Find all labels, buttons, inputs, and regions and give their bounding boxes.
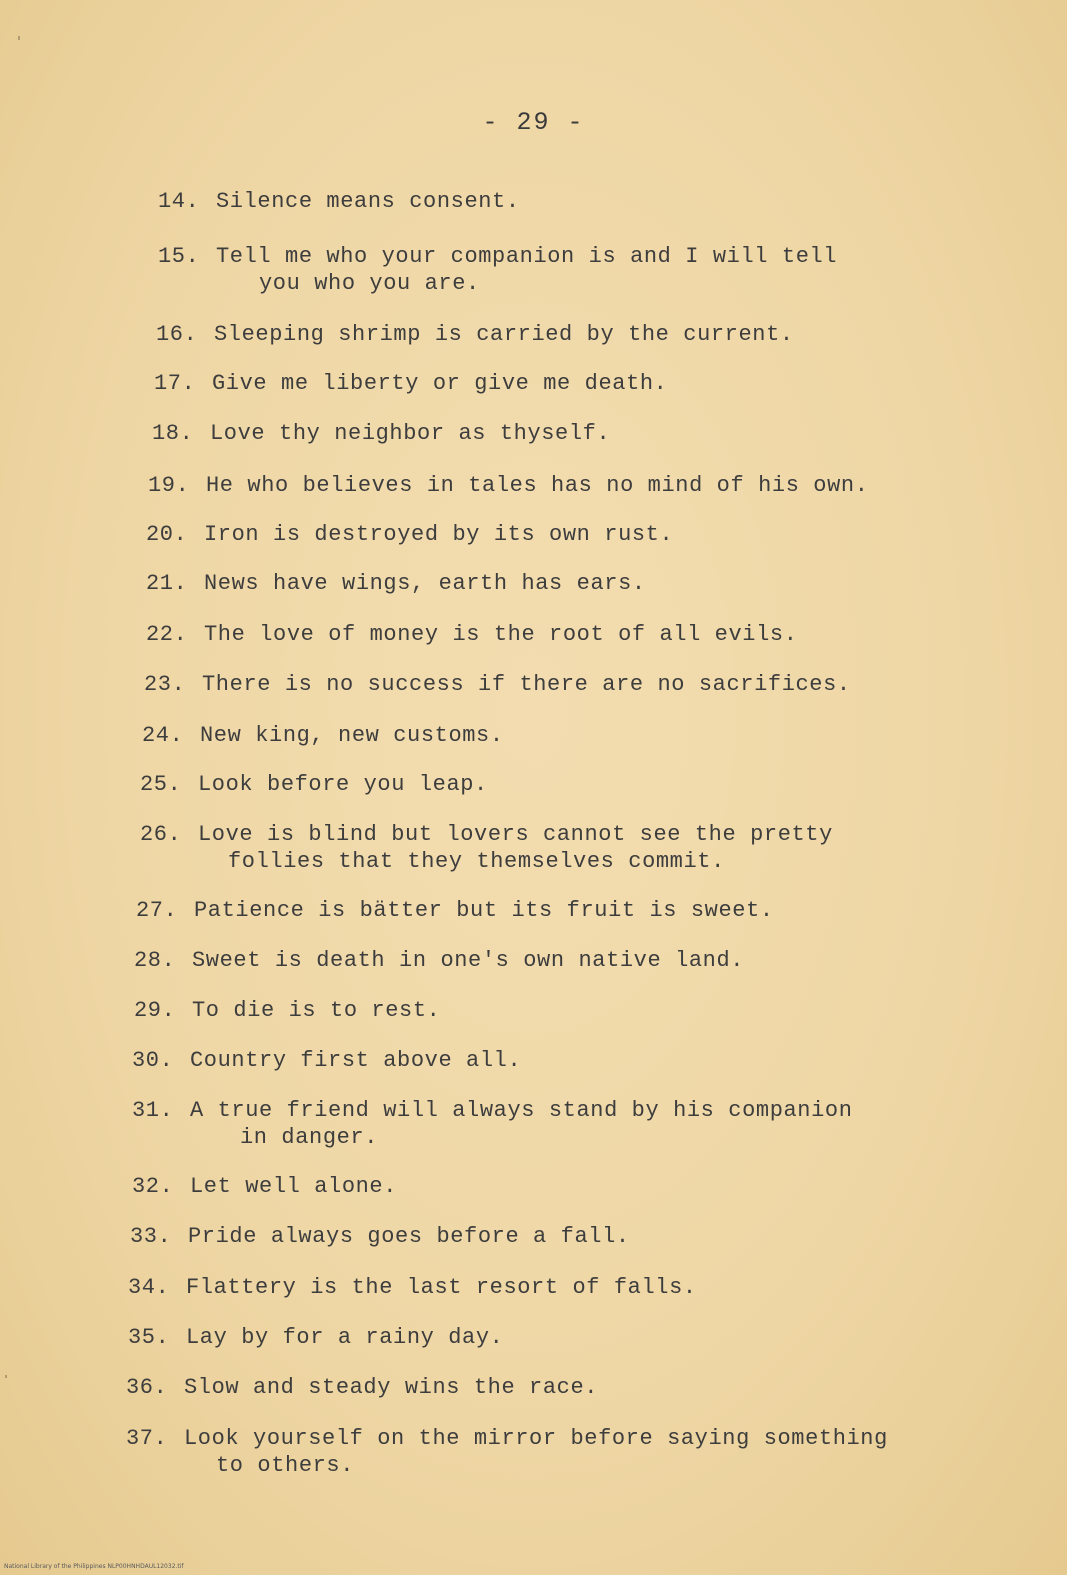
item-text: Sleeping shrimp is carried by the current. [214, 322, 794, 347]
list-item [134, 947, 744, 974]
paper-speck [5, 1375, 7, 1378]
list-item [126, 1425, 888, 1479]
item-number: 21. [146, 571, 188, 596]
item-text: Patience is bätter but its fruit is sweet. [194, 898, 774, 923]
list-item [156, 321, 794, 348]
item-text: Pride always goes before a fall. [188, 1224, 630, 1249]
item-text: Slow and steady wins the race. [184, 1375, 599, 1400]
list-item [134, 997, 440, 1024]
item-text: Love is blind but lovers cannot see the pretty [198, 822, 833, 847]
item-text: Look before you leap. [198, 772, 488, 797]
item-number: 23. [144, 672, 186, 697]
item-text-continuation: you who you are. [259, 271, 480, 296]
item-number: 36. [126, 1375, 168, 1400]
item-text: Silence means consent. [216, 189, 520, 214]
item-number: 27. [136, 898, 178, 923]
page-number: - 29 - [482, 108, 585, 137]
list-item [146, 621, 798, 648]
list-item [142, 722, 504, 749]
item-text: Give me liberty or give me death. [212, 371, 668, 396]
item-text: To die is to rest. [192, 998, 441, 1023]
item-text: News have wings, earth has ears. [204, 571, 646, 596]
list-item [140, 821, 833, 875]
item-number: 19. [148, 473, 190, 498]
item-number: 37. [126, 1426, 168, 1451]
item-number: 18. [152, 421, 194, 446]
item-text: Lay by for a rainy day. [186, 1325, 504, 1350]
list-item [126, 1374, 598, 1401]
item-text: Sweet is death in one's own native land. [192, 948, 745, 973]
item-number: 32. [132, 1174, 174, 1199]
item-text: Iron is destroyed by its own rust. [204, 522, 674, 547]
list-item [158, 243, 837, 297]
list-item [130, 1223, 630, 1250]
item-text: Look yourself on the mirror before saying something [184, 1426, 888, 1451]
list-item [148, 472, 869, 499]
item-number: 31. [132, 1098, 174, 1123]
scan-footer: National Library of the Philippines NLP00HNHDAUL12032.tif [4, 1563, 184, 1570]
list-item [132, 1097, 853, 1151]
item-text: Tell me who your companion is and I will tell [216, 244, 838, 269]
item-number: 33. [130, 1224, 172, 1249]
list-item [158, 188, 520, 215]
item-number: 30. [132, 1048, 174, 1073]
list-item [132, 1047, 521, 1074]
item-text: The love of money is the root of all evils. [204, 622, 798, 647]
item-number: 22. [146, 622, 188, 647]
list-item [132, 1173, 397, 1200]
item-text: Love thy neighbor as thyself. [210, 421, 611, 446]
list-item [128, 1274, 697, 1301]
item-number: 24. [142, 723, 184, 748]
item-text: He who believes in tales has no mind of his own. [206, 473, 869, 498]
item-text: A true friend will always stand by his companion [190, 1098, 853, 1123]
item-text-continuation: follies that they themselves commit. [228, 849, 725, 874]
item-number: 15. [158, 244, 200, 269]
item-text: There is no success if there are no sacrifices. [202, 672, 851, 697]
item-text-continuation: to others. [216, 1453, 355, 1478]
item-number: 29. [134, 998, 176, 1023]
item-text: Flattery is the last resort of falls. [186, 1275, 697, 1300]
item-number: 35. [128, 1325, 170, 1350]
item-number: 34. [128, 1275, 170, 1300]
list-item [144, 671, 851, 698]
list-item [136, 897, 774, 924]
item-text: Let well alone. [190, 1174, 398, 1199]
item-number: 17. [154, 371, 196, 396]
list-item [146, 570, 646, 597]
item-number: 16. [156, 322, 198, 347]
item-text: New king, new customs. [200, 723, 504, 748]
list-item [128, 1324, 503, 1351]
item-number: 25. [140, 772, 182, 797]
list-item [152, 420, 610, 447]
list-item [146, 521, 673, 548]
item-text: Country first above all. [190, 1048, 522, 1073]
item-number: 28. [134, 948, 176, 973]
item-number: 26. [140, 822, 182, 847]
item-number: 20. [146, 522, 188, 547]
item-number: 14. [158, 189, 200, 214]
list-item [154, 370, 667, 397]
paper-speck [18, 36, 20, 40]
item-text-continuation: in danger. [240, 1125, 379, 1150]
list-item [140, 771, 488, 798]
